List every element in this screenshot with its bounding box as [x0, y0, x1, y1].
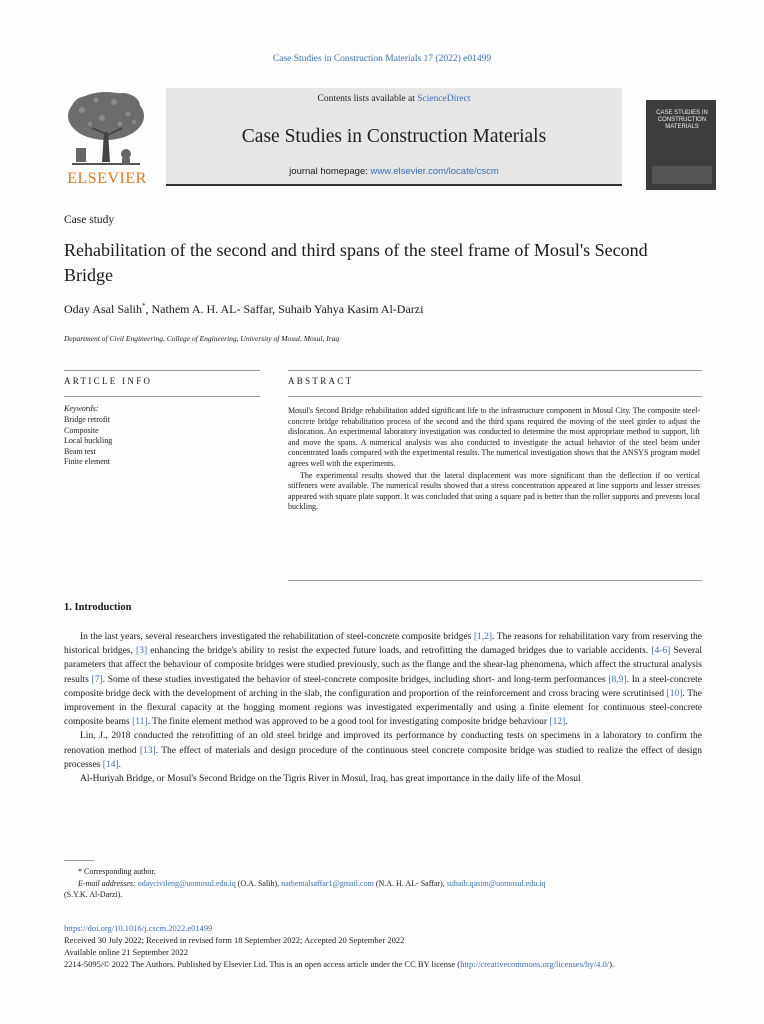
abstract-end-rule: [288, 580, 702, 581]
email-owner: (O.A. Salih),: [235, 878, 282, 888]
introduction-paragraph: [64, 729, 702, 772]
cover-title: CASE STUDIES IN CONSTRUCTION MATERIALS: [656, 110, 708, 130]
paragraph-text: Al-Huriyah Bridge, or Mosul's Second Bridge on the Tigris River in Mosul, Iraq, has great importance in the daily life of the Mosul: [80, 774, 581, 785]
author-name[interactable]: Suhaib Yahya Kasim Al-Darzi: [278, 302, 424, 316]
keyword-list: [64, 415, 112, 468]
paragraph-text: . The effect of materials and design procedure of the continuous steel concrete composite bridge was studied to realize the effect of design processes: [64, 745, 702, 770]
paragraph-text: . Some of these studies investigated the behavior of steel-concrete composite bridges, including short- and long-term performances: [102, 674, 609, 685]
paragraph-text: enhancing the bridge's ability to resist the expected future loads, and retrofitting the damaged bridges due to variable accidents.: [147, 646, 652, 657]
paragraph-text: . The finite element method was approved to be a good tool for investigating composite bridge behaviour: [147, 717, 550, 728]
author-list: Oday Asal Salih*, Nathem A. H. AL- Saffar, Suhaib Yahya Kasim Al-Darzi: [64, 302, 424, 316]
paragraph-text: Lin, J., 2018 conducted the retrofitting of an old steel bridge and improved its performance by conducting tests on specimens in a laboratory to confirm the renovation method: [64, 731, 702, 756]
homepage-prefix: journal homepage:: [289, 166, 371, 177]
author-affiliation: Department of Civil Engineering, College of Engineering, University of Mosul, Mosul, Iraq: [64, 334, 340, 343]
paragraph-text: . The reasons for rehabilitation vary from reserving the historical bridges,: [64, 632, 703, 657]
journal-citation[interactable]: Case Studies in Construction Materials 17 (2022) e01499: [272, 54, 492, 64]
abstract-heading: ABSTRACT: [288, 376, 354, 386]
article-info-heading: ARTICLE INFO: [64, 376, 153, 386]
license-text: 2214-5095/© 2022 The Authors. Published by Elsevier Ltd. This is an open access article under the CC BY license (: [64, 959, 461, 969]
abstract-body: [288, 406, 700, 513]
introduction-paragraph: [64, 630, 702, 729]
article-info-rule-lower: [64, 396, 260, 397]
journal-cover-thumbnail[interactable]: [646, 100, 716, 190]
sciencedirect-link[interactable]: ScienceDirect: [417, 94, 471, 104]
paragraph-text: .: [118, 759, 121, 770]
footnote-rule: [64, 860, 94, 861]
abstract-rule: [288, 370, 702, 371]
introduction-paragraph: [64, 772, 702, 786]
received-dates: Received 30 July 2022; Received in revised form 18 September 2022; Accepted 20 September 2022: [64, 935, 405, 945]
journal-homepage-link[interactable]: www.elsevier.com/locate/cscm: [370, 166, 499, 177]
license-statement: [64, 958, 702, 970]
license-end: ).: [609, 959, 615, 969]
publisher-wordmark: ELSEVIER: [67, 170, 147, 187]
reference-citation-link[interactable]: [14]: [102, 759, 119, 770]
reference-citation-link[interactable]: [7]: [91, 674, 103, 685]
keyword: Beam test: [64, 446, 96, 456]
reference-citation-link[interactable]: [1,2]: [473, 632, 493, 642]
email-link[interactable]: odaycivileng@uomosul.edu.iq: [137, 878, 236, 888]
journal-title: Case Studies in Construction Materials: [241, 126, 547, 147]
abstract-paragraph: Mosul's Second Bridge rehabilitation added significant life to the infrastructure component in Mosul City. The composite steel-concrete bridge rehabilitation process of the second and the third spans required the moving of the steel girder to adjust the dislocation. An experimental laboratory investigation was conducted to determine the most appropriate method to support, lift and move the spans. A numerical analysis was also conducted to investigate the actual behavior of the steel beam under concentrated loads compared with the experimental results. The numerical investigation shows that the ANSYS program model agrees well with the experiments.: [288, 406, 700, 468]
journal-homepage-line: [166, 166, 622, 177]
keyword: Finite element: [64, 457, 110, 466]
corresponding-author-mark[interactable]: *: [142, 302, 146, 310]
paragraph-text: . The improvement in the flexural capacity at the hogging moment regions was investigated experimentally and using a finite element for continuous steel-concrete composite beams: [64, 688, 702, 728]
available-online-date: Available online 21 September 2022: [64, 947, 189, 957]
abstract-paragraph: The experimental results showed that the lateral displacement was more significant than the deflection if no vertical stiffeners were available. The numerical results showed that a stress concentration appeared at line supports and lesser stresses appeared with square plate support. It was concluded that using a square pad is better than the roller supports and prevents local buckling.: [288, 470, 700, 512]
publication-info: [64, 922, 702, 970]
email-link[interactable]: nathemalsaffar1@gmail.com: [281, 878, 374, 888]
paragraph-text: Several parameters that affect the behaviour of composite bridges were studied previously, such as the flange and the shear-lag phenomena, which affect the structural analysis results: [64, 646, 702, 685]
reference-citation-link[interactable]: [10]: [666, 688, 683, 699]
reference-citation-link[interactable]: [11]: [132, 717, 148, 728]
article-info-rule: [64, 370, 260, 371]
email-link[interactable]: suhaib.qasim@uomosul.edu.iq: [446, 878, 546, 888]
corresponding-author-note: * Corresponding author.: [78, 867, 156, 876]
email-owner: (N.A. H. AL- Saffar),: [373, 878, 447, 888]
reference-citation-link[interactable]: [4-6]: [651, 646, 671, 657]
paragraph-text: .: [565, 717, 568, 728]
article-type: Case study: [64, 214, 115, 226]
reference-citation-link[interactable]: [12]: [549, 717, 566, 728]
contents-prefix: Contents lists available at: [317, 94, 418, 104]
cover-footer: [652, 166, 712, 184]
author-name[interactable]: Oday Asal Salih: [64, 302, 142, 316]
doi-link[interactable]: https://doi.org/10.1016/j.cscm.2022.e01499: [64, 923, 213, 933]
reference-citation-link[interactable]: [13]: [139, 745, 156, 756]
keyword: Composite: [64, 425, 99, 435]
reference-citation-link[interactable]: [3]: [136, 646, 148, 657]
paragraph-text: . In a steel-concrete composite bridge deck with the development of arching in the slab, the configuration and proportion of the reinforcement and cross bracing were scrutinised: [64, 674, 702, 699]
footnotes: [64, 866, 704, 901]
introduction-body: [64, 630, 702, 786]
journal-banner: [166, 88, 622, 186]
keyword: Bridge retrofit: [64, 415, 110, 424]
license-link[interactable]: http://creativecommons.org/licenses/by/4.0/: [460, 959, 610, 969]
author-name[interactable]: Nathem A. H. AL- Saffar: [151, 302, 273, 316]
elsevier-tree-icon: [62, 88, 150, 172]
paragraph-text: In the last years, several researchers investigated the rehabilitation of steel-concrete composite bridges: [80, 632, 474, 642]
contents-line: [166, 94, 622, 104]
article-title: Rehabilitation of the second and third spans of the steel frame of Mosul's Second Bridge: [64, 240, 648, 285]
email-owner-tail: (S.Y.K. Al-Darzi).: [64, 890, 123, 899]
email-addresses: [64, 878, 704, 890]
keyword: Local buckling: [64, 436, 113, 445]
email-label: E-mail addresses:: [78, 878, 138, 888]
journal-masthead: [62, 84, 716, 188]
reference-citation-link[interactable]: [8,9]: [608, 674, 627, 685]
abstract-rule-lower: [288, 396, 702, 397]
section-heading-introduction: 1. Introduction: [64, 602, 132, 613]
keywords-label: Keywords:: [64, 404, 99, 413]
